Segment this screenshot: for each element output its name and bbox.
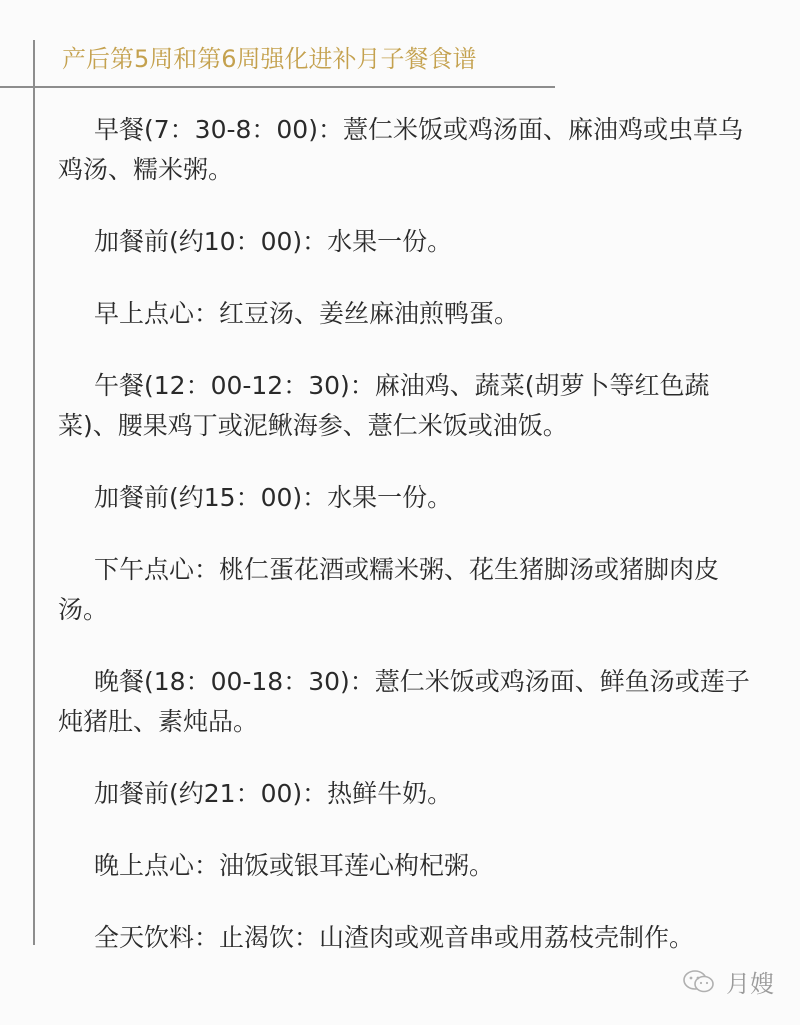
paragraph-drinks: 全天饮料：止渴饮：山渣肉或观音串或用荔枝壳制作。 [94, 923, 695, 952]
title-underline [0, 86, 555, 88]
watermark-text: 月嫂 [726, 970, 774, 998]
paragraph-morning-snack: 早上点心：红豆汤、姜丝麻油煎鸭蛋。 [94, 299, 520, 328]
paragraph-evening-milk: 加餐前(约21：00)：热鲜牛奶。 [94, 779, 453, 808]
paragraph-dinner: 晚餐(18：00-18：30)：薏仁米饭或鸡汤面、鲜鱼汤或莲子炖猪肚、素炖品。 [58, 667, 750, 736]
watermark [682, 964, 774, 999]
paragraph-evening-snack: 晚上点心：油饭或银耳莲心枸杞粥。 [94, 851, 495, 880]
paragraph-afternoon-snack: 下午点心：桃仁蛋花酒或糯米粥、花生猪脚汤或猪脚肉皮汤。 [58, 555, 720, 624]
paragraph-breakfast: 早餐(7：30-8：00)：薏仁米饭或鸡汤面、麻油鸡或虫草乌鸡汤、糯米粥。 [58, 115, 743, 184]
paragraph-morning-snack-fruit: 加餐前(约10：00)：水果一份。 [94, 227, 453, 256]
menu-content [58, 110, 758, 990]
paragraph-afternoon-fruit: 加餐前(约15：00)：水果一份。 [94, 483, 453, 512]
vertical-divider [33, 40, 35, 945]
wechat-icon [682, 969, 716, 995]
page-title: 产后第5周和第6周强化进补月子餐食谱 [62, 45, 477, 73]
paragraph-lunch: 午餐(12：00-12：30)：麻油鸡、蔬菜(胡萝卜等红色蔬菜)、腰果鸡丁或泥鳅海参、薏仁米饭或油饭。 [58, 371, 710, 440]
